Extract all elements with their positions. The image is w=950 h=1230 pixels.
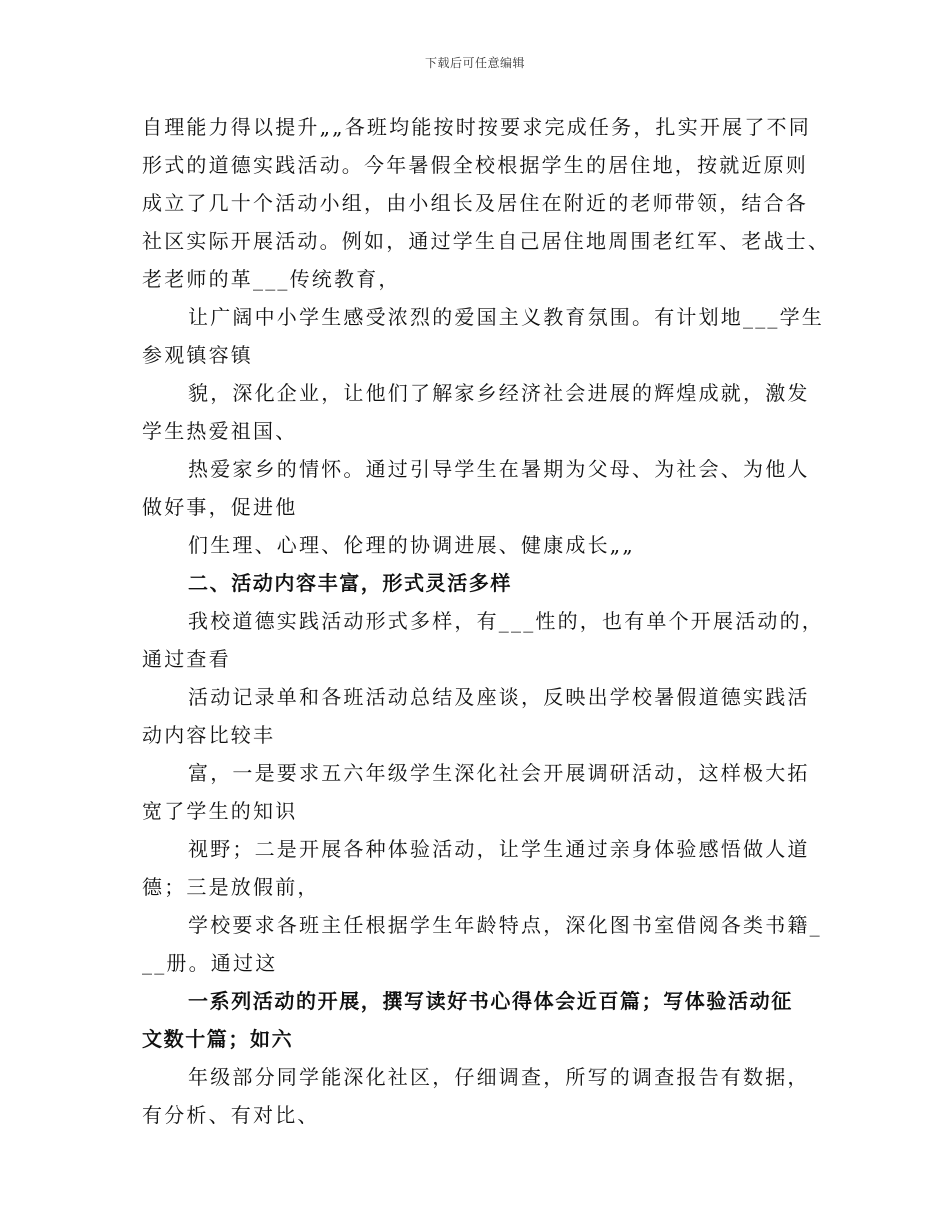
text-line: 们生理、心理、伦理的协调进展、健康成长„„ <box>188 533 635 557</box>
text-line: 参观镇容镇 <box>142 343 253 367</box>
text-line: 文数十篇；如六 <box>142 1027 294 1051</box>
text-line: 我校道德实践活动形式多样，有___性的，也有单个开展活动的， <box>188 609 824 633</box>
text-line: 成立了几十个活动小组，由小组长及居住在附近的老师带领，结合各 <box>142 191 808 215</box>
text-line: 一系列活动的开展，撰写读好书心得体会近百篇；写体验活动征 <box>188 989 793 1013</box>
text-line: 老老师的革___传统教育， <box>142 267 401 291</box>
text-line: 有分析、有对比、 <box>142 1103 320 1127</box>
text-line: __册。通过这 <box>142 951 278 975</box>
text-line: 宽了学生的知识 <box>142 799 298 823</box>
text-line: 学生热爱祖国、 <box>142 419 298 443</box>
text-line: 学校要求各班主任根据学生年龄特点，深化图书室借阅各类书籍_ <box>188 913 822 937</box>
text-line: 热爱家乡的情怀。通过引导学生在暑期为父母、为社会、为他人 <box>188 457 810 481</box>
text-line: 富，一是要求五六年级学生深化社会开展调研活动，这样极大拓 <box>188 761 810 785</box>
text-line: 社区实际开展活动。例如，通过学生自己居住地周围老红军、老战士、 <box>142 229 831 253</box>
text-line: 让广阔中小学生感受浓烈的爱国主义教育氛围。有计划地___学生 <box>188 305 824 329</box>
text-line: 通过查看 <box>142 647 231 671</box>
text-line: 年级部分同学能深化社区，仔细调查，所写的调查报告有数据， <box>188 1065 810 1089</box>
text-line: 自理能力得以提升„„各班均能按时按要求完成任务，扎实开展了不同 <box>142 115 811 139</box>
text-line: 做好事，促进他 <box>142 495 298 519</box>
section-heading: 二、活动内容丰富，形式灵活多样 <box>188 571 512 595</box>
text-line: 形式的道德实践活动。今年暑假全校根据学生的居住地，按就近原则 <box>142 153 808 177</box>
text-line: 貌，深化企业，让他们了解家乡经济社会进展的辉煌成就，激发 <box>188 381 810 405</box>
document-body <box>142 108 831 1134</box>
text-line: 视野；二是开展各种体验活动，让学生通过亲身体验感悟做人道 <box>188 837 810 861</box>
text-line: 动内容比较丰 <box>142 723 276 747</box>
text-line: 德；三是放假前， <box>142 875 320 899</box>
page-header-note: 下载后可任意编辑 <box>424 56 525 70</box>
text-line: 活动记录单和各班活动总结及座谈，反映出学校暑假道德实践活 <box>188 685 810 709</box>
